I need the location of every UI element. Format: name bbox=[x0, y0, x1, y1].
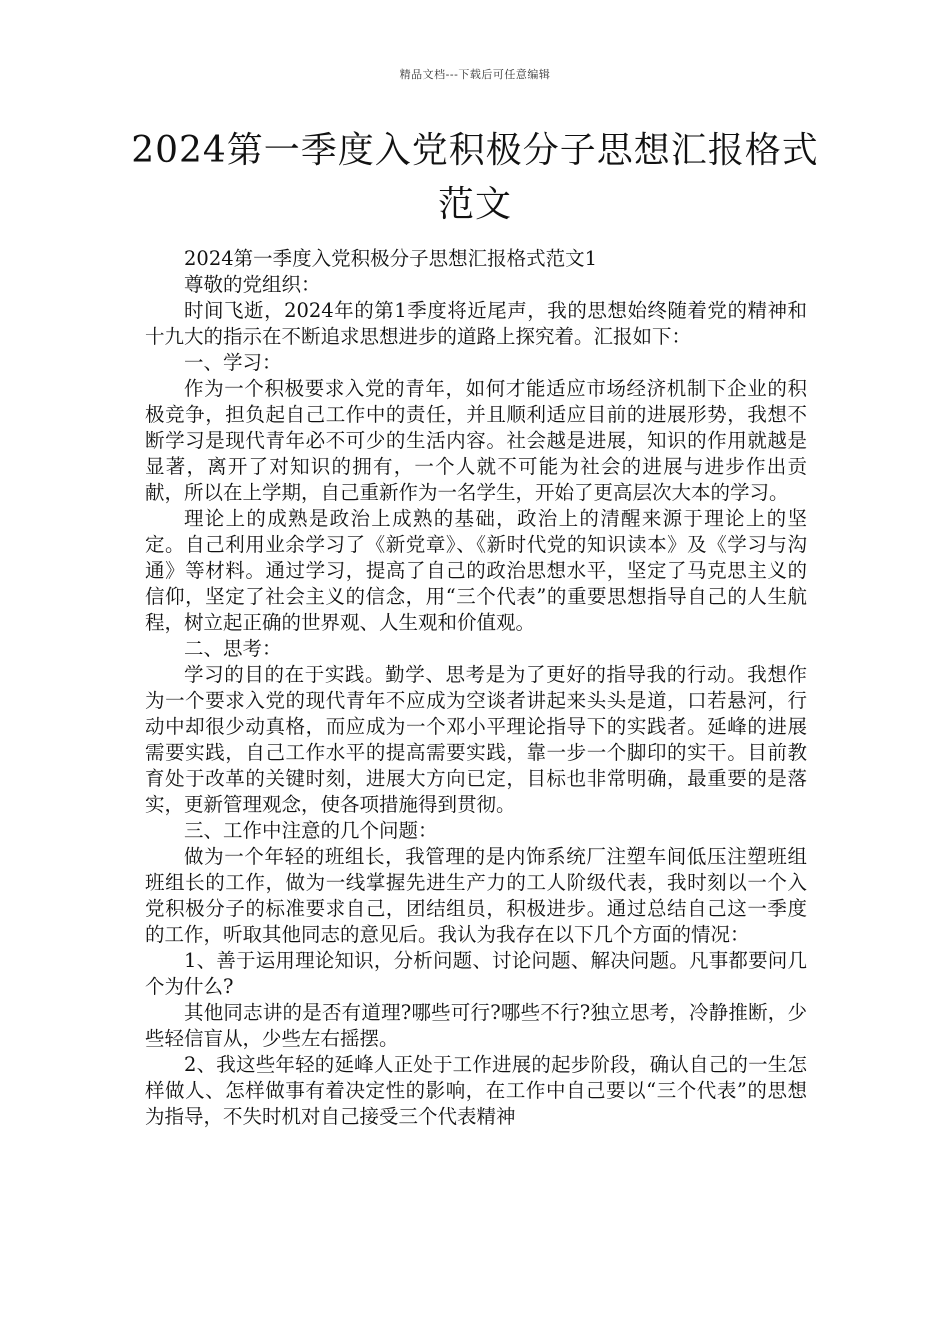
header-note: 精品文档---下载后可任意编辑 bbox=[399, 68, 551, 81]
paragraph-salutation: 尊敬的党组织： bbox=[184, 273, 321, 296]
paragraph-item-2: 2、我这些年轻的延峰人正处于工作进展的起步阶段，确认自己的一生怎样做人、怎样做事有着决定性的影响，在工作中自己要以“三个代表”的思想为指导，不失时机对自己接受三个代表精神 bbox=[145, 1053, 807, 1128]
paragraph-study-1: 作为一个积极要求入党的青年，如何才能适应市场经济机制下企业的积极竞争，担负起自己工作中的责任，并且顺利适应目前的进展形势，我想不断学习是现代青年必不可少的生活内容。社会越是进展，知识的作用就越是显著，离开了对知识的拥有，一个人就不可能为社会的进展与进步作出贡献，所以在上学期，自己重新作为一名学生，开始了更高层次大本的学习。 bbox=[145, 377, 807, 504]
paragraph-item-1: 1、善于运用理论知识，分析问题、讨论问题、解决问题。凡事都要问几个为什么? bbox=[145, 949, 807, 998]
document-title: 2024第一季度入党积极分子思想汇报格式范文 bbox=[131, 130, 819, 225]
section-heading-thinking: 二、思考： bbox=[184, 637, 282, 660]
paragraph-study-2: 理论上的成熟是政治上成熟的基础，政治上的清醒来源于理论上的坚定。自己利用业余学习了《新党章》、《新时代党的知识读本》及《学习与沟通》等材料。通过学习，提高了自己的政治思想水平，坚定了马克思主义的信仰，坚定了社会主义的信念，用“三个代表”的重要思想指导自己的人生航程，树立起正确的世界观、人生观和价值观。 bbox=[145, 507, 807, 634]
paragraph-work: 做为一个年轻的班组长，我管理的是内饰系统厂注塑车间低压注塑班组班组长的工作，做为一线掌握先进生产力的工人阶级代表，我时刻以一个入党积极分子的标准要求自己，团结组员，积极进步。通过总结自己这一季度的工作，听取其他同志的意见后。我认为我存在以下几个方面的情况： bbox=[145, 845, 807, 946]
section-heading-study: 一、学习： bbox=[184, 351, 282, 374]
paragraph-thinking: 学习的目的在于实践。勤学、思考是为了更好的指导我的行动。我想作为一个要求入党的现代青年不应成为空谈者讲起来头头是道，口若悬河，行动中却很少动真格，而应成为一个邓小平理论指导下的实践者。延峰的进展需要实践，自己工作水平的提高需要实践，靠一步一个脚印的实干。目前教育处于改革的关键时刻，进展大方向已定，目标也非常明确，最重要的是落实，更新管理观念，使各项措施得到贯彻。 bbox=[145, 663, 807, 816]
paragraph-subtitle: 2024第一季度入党积极分子思想汇报格式范文1 bbox=[184, 247, 598, 270]
section-heading-work-issues: 三、工作中注意的几个问题： bbox=[184, 819, 438, 842]
paragraph-item-1-detail: 其他同志讲的是否有道理?哪些可行?哪些不行?独立思考，冷静推断，少些轻信盲从，少些左右摇摆。 bbox=[145, 1001, 807, 1050]
document-body bbox=[145, 246, 807, 1130]
paragraph-intro: 时间飞逝，2024年的第1季度将近尾声，我的思想始终随着党的精神和十九大的指示在不断追求思想进步的道路上探究着。汇报如下： bbox=[145, 299, 807, 348]
